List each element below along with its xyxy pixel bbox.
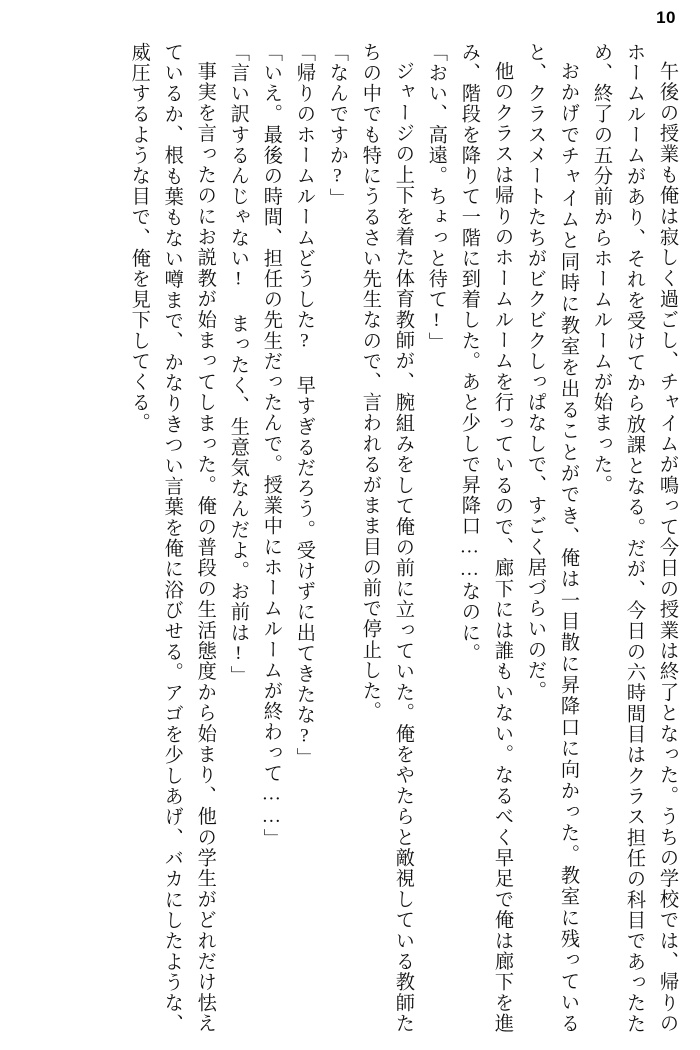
dialogue-line: 「いえ。最後の時間、担任の先生だったんで。授業中にホームルームが終わって……」 — [260, 42, 282, 849]
page-number: 10 — [656, 8, 676, 27]
paragraph: ジャージの上下を着た体育教師が、腕組みをして俺の前に立っていた。俺をやたらと敵視している教師たちの中でも特にうるさい先生なので、言われるがまま目の前で停止した。 — [359, 42, 414, 1034]
dialogue-line: 「帰りのホームルームどうした? 早すぎるだろう。受けずに出てきたな?」 — [293, 42, 315, 769]
paragraph: 午後の授業も俺は寂しく過ごし、チャイムが鳴って今日の授業は終了となった。うちの学校では、帰りのホームルームがあり、それを受けてから放課となる。だが、今日の六時間目はクラス担任の科目であったため、終了の五分前からホームルームが始まった。 — [590, 42, 678, 1034]
paragraph: 他のクラスは帰りのホームルームを行っているので、廊下には誰もいない。なるべく早足で俺は廊下を進み、階段を降りて一階に到着した。あと少しで昇降口……なのに。 — [458, 42, 513, 1034]
dialogue-line: 「おい、高遠。ちょっと待て!」 — [425, 42, 447, 353]
paragraph: おかげでチャイムと同時に教室を出ることができ、俺は一目散に昇降口に向かった。教室に残っていると、クラスメートたちがビクビクしっぱなしで、すごく居づらいのだ。 — [524, 42, 579, 1034]
paragraph: 事実を言ったのにお説教が始まってしまった。俺の普段の生活態度から始まり、他の学生がどれだけ怯えているか、根も葉もない噂まで、かなりきつい言葉を俺に浴びせる。アゴを少しあげ、バカにしたような、威圧するような目で、俺を見下してくる。 — [128, 42, 216, 1034]
page-body-text — [18, 42, 684, 1034]
dialogue-line: 「言い訳するんじゃない! まったく、生意気なんだよ。お前は!」 — [227, 42, 249, 686]
dialogue-line: 「なんですか?」 — [326, 42, 348, 209]
